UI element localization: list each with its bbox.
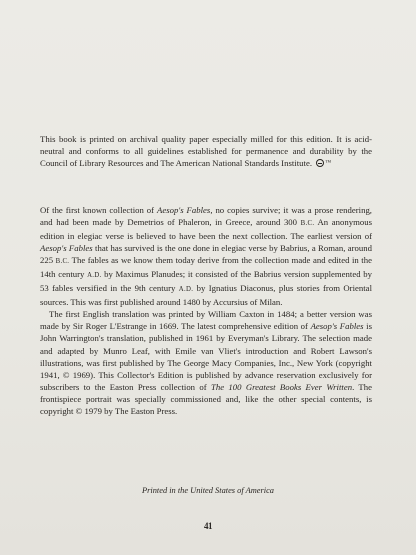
history-text: . The frontispiece portrait was specially commissioned and, like the other special contents, is copyright © 1979 by The Easton Press. [40,381,373,416]
history-text: The first English translation was printed by William Caxton in 1484; a better version was made by Sir Roger L'Estrange in 1669. The latest comprehensive edition of [40,309,372,332]
publication-history [40,204,372,417]
colophon-mark: 41 [204,521,212,531]
book-title: Aesop's Fables [310,321,364,332]
paper-notice [40,133,372,169]
history-text: by Ignatius Diaconus, plus stories from Oriental sources. This was first published around 1480 by Accursius of Milan. [40,283,372,308]
printed-in-line: Printed in the United States of America [142,486,274,495]
history-text: that has survived is the one done in elegiac verse by Babrius, a Roman, around 225 [40,243,372,266]
history-paragraph-1 [40,204,372,308]
history-text: is John Warrington's translation, published in 1961 by Everyman's Library. The selection made and adapted by Munro Leaf, with Emile van Vliet's introduction and Robert Lawson's illustrations, was first published by The George Macy Companies, Inc., New York (copyright 1941, © 1969). This Collector's Edition is published by advance reservation exclusively for subscribers to the Easton Press collection of [40,321,372,392]
history-text: An anonymous edition in elegiac verse is believed to have been the next collection. The earliest version of [40,217,372,242]
era-abbreviation: A.D. [87,272,102,280]
history-text: Of the first known collection of [40,205,158,215]
era-abbreviation: B.C. [300,220,315,228]
book-title: Aesop's Fables [40,243,93,254]
paper-notice-text: This book is printed on archival quality paper especially milled for this edition. It is acid-neutral and conforms to all guidelines established for permanence and durability by the Council of Library Resources and The American National Standards Institute. [40,134,372,169]
collection-title: The 100 Greatest Books Ever Written [210,381,353,392]
trademark-symbol: ™ [325,160,332,167]
acid-free-paper-icon [316,159,324,167]
paper-notice-paragraph [40,133,372,169]
history-text: The fables as we know them today derive from the collection made and edited in the 14th century [40,255,372,280]
history-paragraph-2 [40,308,372,416]
history-text: , no copies survive; it was a prose rendering, and had been made by Demetrios of Phaleron, in Greece, around 300 [40,205,373,228]
book-title: Aesop's Fables [157,205,211,215]
era-abbreviation: B.C. [55,258,70,266]
era-abbreviation: A.D. [178,286,194,294]
history-text: by Maximus Planudes; it consisted of the Babrius version supplemented by 53 fables versified in the 9th century [40,269,372,294]
